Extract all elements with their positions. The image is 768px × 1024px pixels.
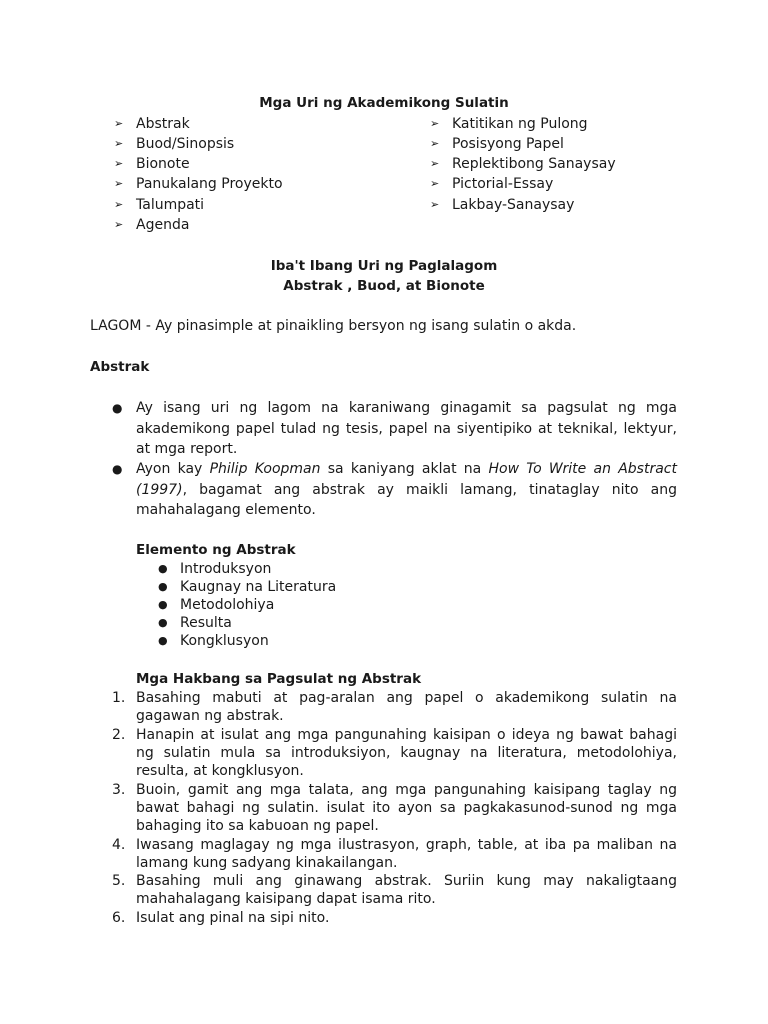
bullet-dot-icon: ● — [112, 401, 123, 415]
item-text: Isulat ang pinal na sipi nito. — [136, 910, 330, 926]
section-subtitle: Abstrak , Buod, at Bionote — [283, 278, 485, 294]
list-item-label: Talumpati — [136, 197, 205, 213]
bullet-text — [136, 459, 677, 521]
list-item-label: Kongklusyon — [180, 633, 269, 649]
bullet-text-part: sa kaniyang aklat na — [320, 461, 489, 477]
list-item-label: Replektibong Sanaysay — [452, 156, 616, 172]
item-number: 5. — [112, 873, 126, 889]
arrow-bullet-icon: ➢ — [430, 198, 440, 211]
main-title: Mga Uri ng Akademikong Sulatin — [259, 95, 509, 111]
list-item-label: Buod/Sinopsis — [136, 136, 235, 152]
author-name: Philip Koopman — [209, 461, 321, 477]
book-title: How To Write an Abstract (1997) — [136, 461, 677, 498]
hakbang-heading: Mga Hakbang sa Pagsulat ng Abstrak — [136, 671, 422, 687]
arrow-bullet-icon: ➢ — [430, 157, 440, 170]
item-text: Hanapin at isulat ang mga pangunahing kaisipan o ideya ng bawat bahagi ng sulatin mula sa introduksiyon, kaugnay na literatura, metodolohiya, resulta, at kongklusyon. — [136, 727, 677, 780]
list-item-label: Abstrak — [136, 116, 190, 132]
list-item-label: Katitikan ng Pulong — [452, 116, 588, 132]
list-item-label: Kaugnay na Literatura — [180, 579, 337, 595]
list-item-label: Pictorial-Essay — [452, 176, 554, 192]
bullet-dot-icon: ● — [158, 562, 168, 575]
bullet-dot-icon: ● — [158, 634, 168, 647]
bullet-text-part: Ayon kay — [136, 461, 210, 477]
item-number: 1. — [112, 690, 126, 706]
arrow-bullet-icon: ➢ — [430, 137, 440, 150]
item-text: Basahing mabuti at pag-aralan ang papel o akademikong sulatin na gagawan ng abstrak. — [136, 690, 677, 725]
list-item-label: Panukalang Proyekto — [136, 176, 283, 192]
list-item-label: Bionote — [136, 156, 190, 172]
item-number: 2. — [112, 727, 126, 743]
bullet-text: Ay isang uri ng lagom na karaniwang ginagamit sa pagsulat ng mga akademikong papel tulad ng tesis, papel na siyentipiko at teknikal, lektyur, at mga report. — [136, 400, 677, 457]
item-number: 6. — [112, 910, 126, 926]
bullet-dot-icon: ● — [158, 616, 168, 629]
abstrak-heading: Abstrak — [90, 359, 150, 375]
arrow-bullet-icon: ➢ — [114, 198, 124, 211]
arrow-bullet-icon: ➢ — [114, 177, 124, 190]
list-item-label: Introduksyon — [180, 561, 272, 577]
section-title: Iba't Ibang Uri ng Paglalagom — [270, 258, 498, 274]
arrow-bullet-icon: ➢ — [430, 177, 440, 190]
item-text: Iwasang maglagay ng mga ilustrasyon, graph, table, at iba pa maliban na lamang kung sadyang kinakailangan. — [136, 837, 677, 872]
arrow-bullet-icon: ➢ — [114, 157, 124, 170]
list-item-label: Metodolohiya — [180, 597, 275, 613]
arrow-bullet-icon: ➢ — [114, 137, 124, 150]
bullet-dot-icon: ● — [158, 580, 168, 593]
elemento-heading: Elemento ng Abstrak — [136, 542, 296, 558]
arrow-bullet-icon: ➢ — [114, 218, 124, 231]
list-item-label: Posisyong Papel — [452, 136, 564, 152]
bullet-dot-icon: ● — [112, 462, 123, 476]
bullet-dot-icon: ● — [158, 598, 168, 611]
lagom-definition: LAGOM - Ay pinasimple at pinaikling bersyon ng isang sulatin o akda. — [90, 318, 577, 334]
item-text: Basahing muli ang ginawang abstrak. Suriin kung may nakaligtaang mahahalagang kaisipang dapat isama rito. — [136, 873, 677, 908]
item-text: Buoin, gamit ang mga talata, ang mga pangunahing kaisipang taglay ng bawat bahagi ng sulatin. isulat ito ayon sa pagkakasunod-sunod ng mga bahaging ito sa kabuoan ng papel. — [136, 782, 677, 835]
item-number: 4. — [112, 837, 126, 853]
list-item-label: Lakbay-Sanaysay — [452, 197, 575, 213]
list-item-label: Agenda — [136, 217, 190, 233]
arrow-bullet-icon: ➢ — [430, 117, 440, 130]
item-number: 3. — [112, 782, 126, 798]
arrow-bullet-icon: ➢ — [114, 117, 124, 130]
bullet-text-part: , bagamat ang abstrak ay maikli lamang, tinataglay nito ang mahahalagang elemento. — [136, 481, 677, 518]
list-item-label: Resulta — [180, 615, 232, 631]
